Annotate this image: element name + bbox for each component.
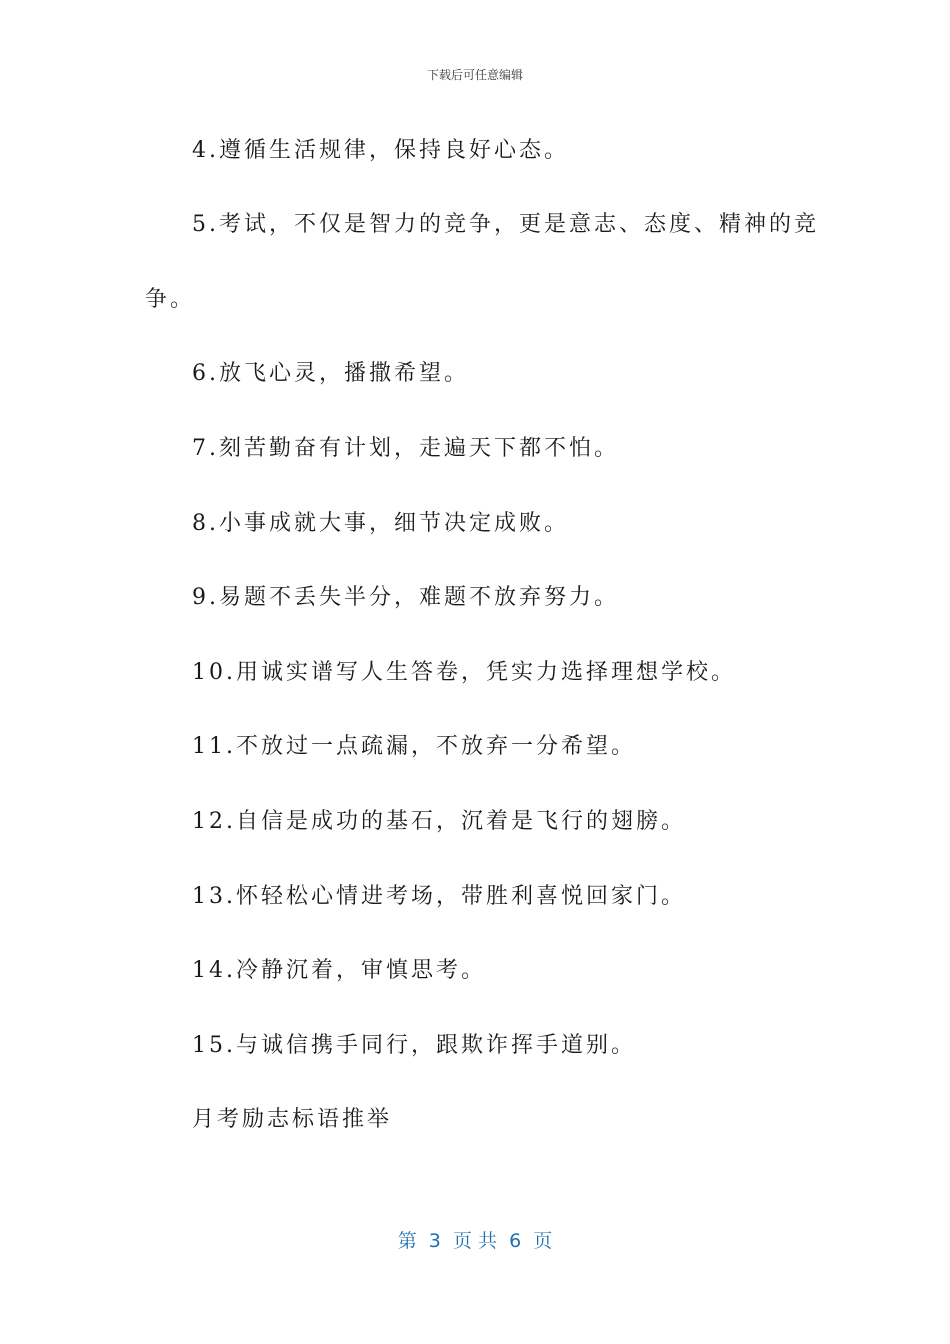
slogan-item-14: 14.冷静沉着，审慎思考。 xyxy=(192,958,486,983)
slogan-item-6: 6.放飞心灵，播撒希望。 xyxy=(192,361,469,386)
slogan-item-15: 15.与诚信携手同行，跟欺诈挥手道别。 xyxy=(192,1033,636,1058)
slogan-item-11: 11.不放过一点疏漏，不放弃一分希望。 xyxy=(192,734,636,759)
slogan-item-8: 8.小事成就大事，细节决定成败。 xyxy=(192,511,569,536)
slogan-item-13: 13.怀轻松心情进考场，带胜利喜悦回家门。 xyxy=(192,884,686,909)
slogan-item-12: 12.自信是成功的基石，沉着是飞行的翅膀。 xyxy=(192,809,686,834)
slogan-item-10: 10.用诚实谱写人生答卷，凭实力选择理想学校。 xyxy=(192,660,736,685)
slogan-item-7: 7.刻苦勤奋有计划，走遍天下都不怕。 xyxy=(192,436,619,461)
slogan-item-4: 4.遵循生活规律，保持良好心态。 xyxy=(192,138,569,163)
page-header: 下载后可任意编辑 xyxy=(426,68,523,82)
section-heading: 月考励志标语推举 xyxy=(192,1107,393,1132)
slogan-item-9: 9.易题不丢失半分，难题不放弃努力。 xyxy=(192,585,619,610)
slogan-item-5-continued: 争。 xyxy=(145,287,196,312)
page-number-footer: 第 3 页 共 6 页 xyxy=(397,1230,553,1252)
slogan-item-5: 5.考试，不仅是智力的竞争，更是意志、态度、精神的竞 xyxy=(192,212,819,237)
